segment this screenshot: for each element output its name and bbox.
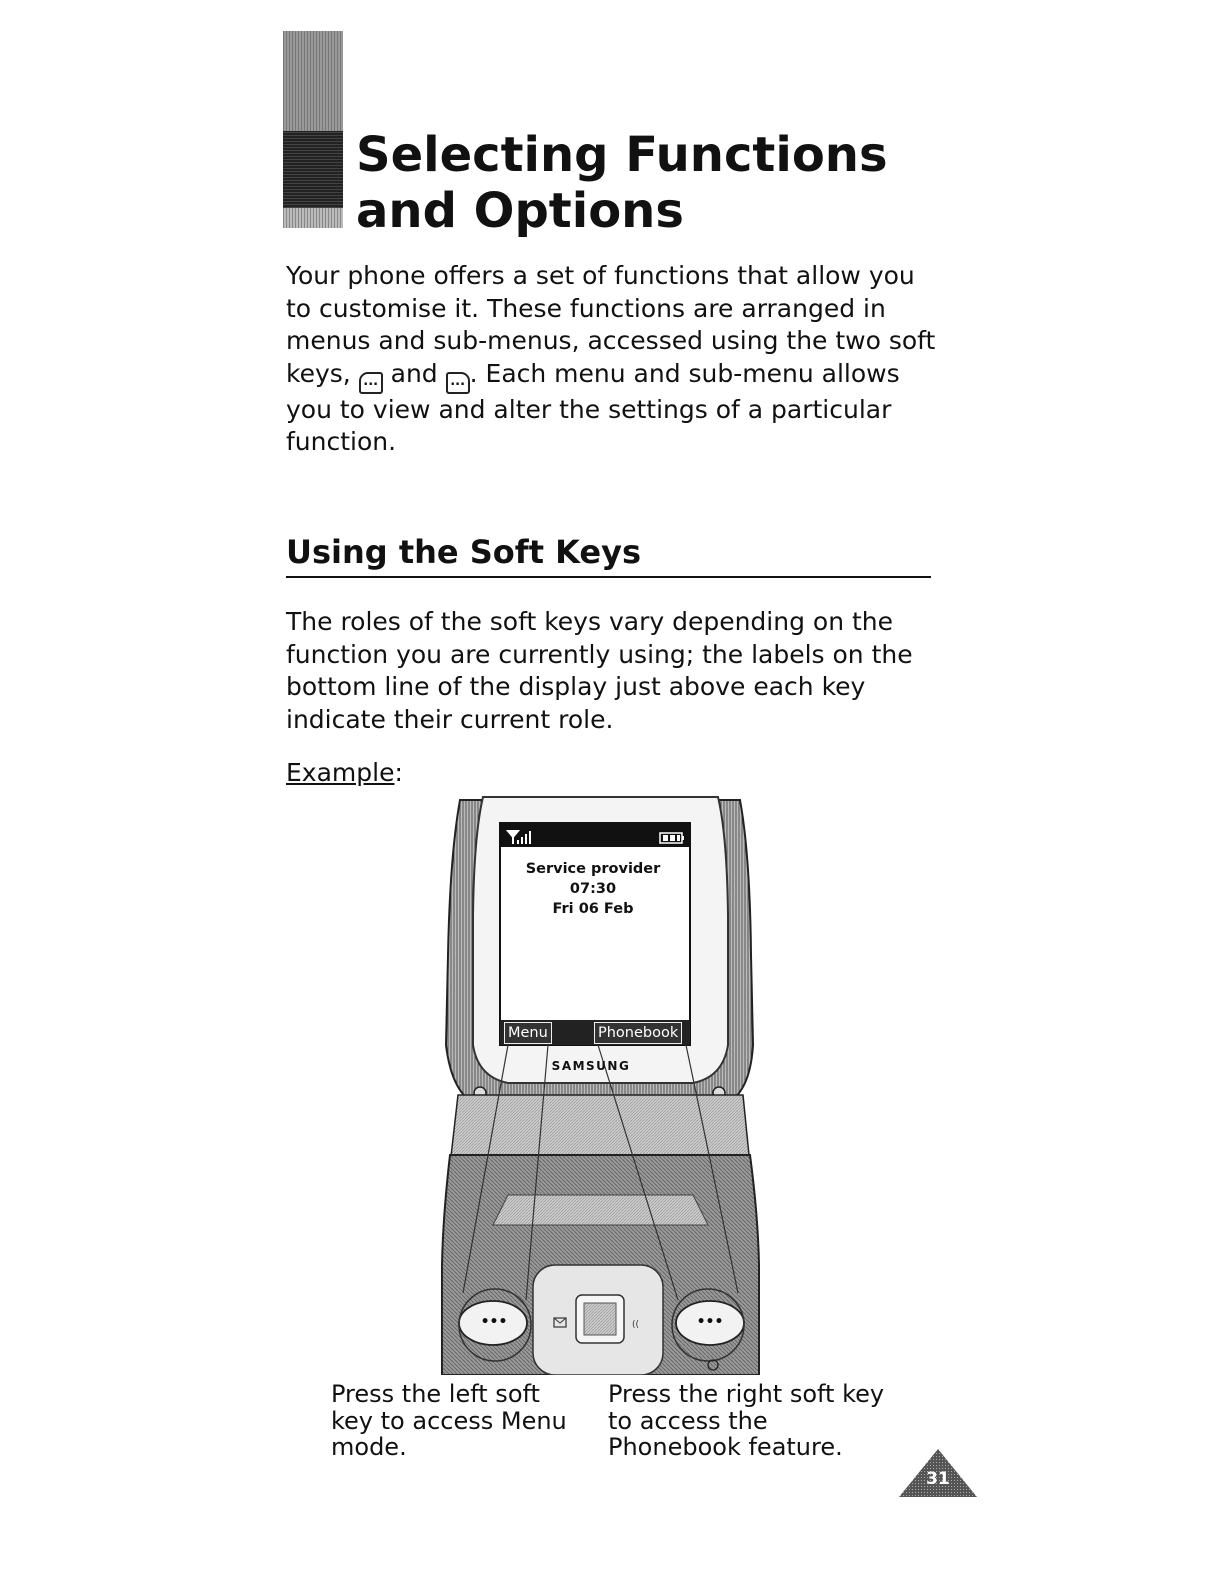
screen-provider: Service provider xyxy=(525,861,661,877)
caption-line: Press the right soft key xyxy=(608,1380,885,1408)
left-soft-key: ••• xyxy=(480,1314,508,1330)
intro-line: menus and sub-menus, accessed using the two soft xyxy=(286,326,936,355)
intro-line: and xyxy=(382,358,446,388)
section-line: indicate their current role. xyxy=(286,704,614,734)
call-key-icon: (( xyxy=(632,1320,640,1330)
intro-line: function. xyxy=(286,427,397,456)
phone-illustration xyxy=(438,795,763,1375)
right-soft-key: ••• xyxy=(696,1314,724,1330)
left-softkey-label: Menu xyxy=(504,1022,552,1044)
intro-line: you to view and alter the settings of a particular xyxy=(286,394,892,424)
left-soft-key-icon: ... xyxy=(359,372,383,394)
example-colon: : xyxy=(394,758,403,787)
page-number: 31 xyxy=(926,1469,950,1489)
chapter-title-line2: and Options xyxy=(356,183,684,239)
left-key-caption xyxy=(331,1381,591,1461)
page-number-badge xyxy=(897,1447,979,1499)
section-line: bottom line of the display just above each key xyxy=(286,672,866,701)
caption-line: key to access Menu xyxy=(331,1406,567,1435)
caption-line: Phonebook feature. xyxy=(608,1433,843,1461)
intro-line: . Each menu and sub-menu allows xyxy=(469,358,900,388)
right-soft-key-icon: ... xyxy=(446,372,470,394)
section-paragraph xyxy=(286,606,946,736)
screen-time: 07:30 xyxy=(569,881,617,897)
caption-line: mode. xyxy=(331,1433,407,1461)
chapter-title-line1: Selecting Functions xyxy=(356,127,888,183)
brand-logo: SAMSUNG xyxy=(551,1059,631,1073)
intro-line: keys, xyxy=(286,358,359,388)
section-title: Using the Soft Keys xyxy=(286,533,641,571)
intro-line: Your phone offers a set of functions that allow you xyxy=(286,261,915,290)
chapter-marker-bar xyxy=(283,31,343,228)
right-softkey-label: Phonebook xyxy=(594,1022,682,1044)
intro-paragraph xyxy=(286,260,946,459)
caption-line: Press the left soft xyxy=(331,1380,540,1408)
screen-date: Fri 06 Feb xyxy=(552,901,634,917)
example-word: Example xyxy=(286,758,395,787)
example-label xyxy=(286,756,403,790)
section-line: The roles of the soft keys vary depending on the xyxy=(286,607,894,636)
right-key-caption xyxy=(608,1381,928,1461)
chapter-title xyxy=(356,127,888,239)
section-divider xyxy=(286,576,931,578)
section-line: function you are currently using; the labels on the xyxy=(286,639,913,669)
caption-line: to access the xyxy=(608,1406,768,1435)
intro-line: to customise it. These functions are arranged in xyxy=(286,293,886,323)
